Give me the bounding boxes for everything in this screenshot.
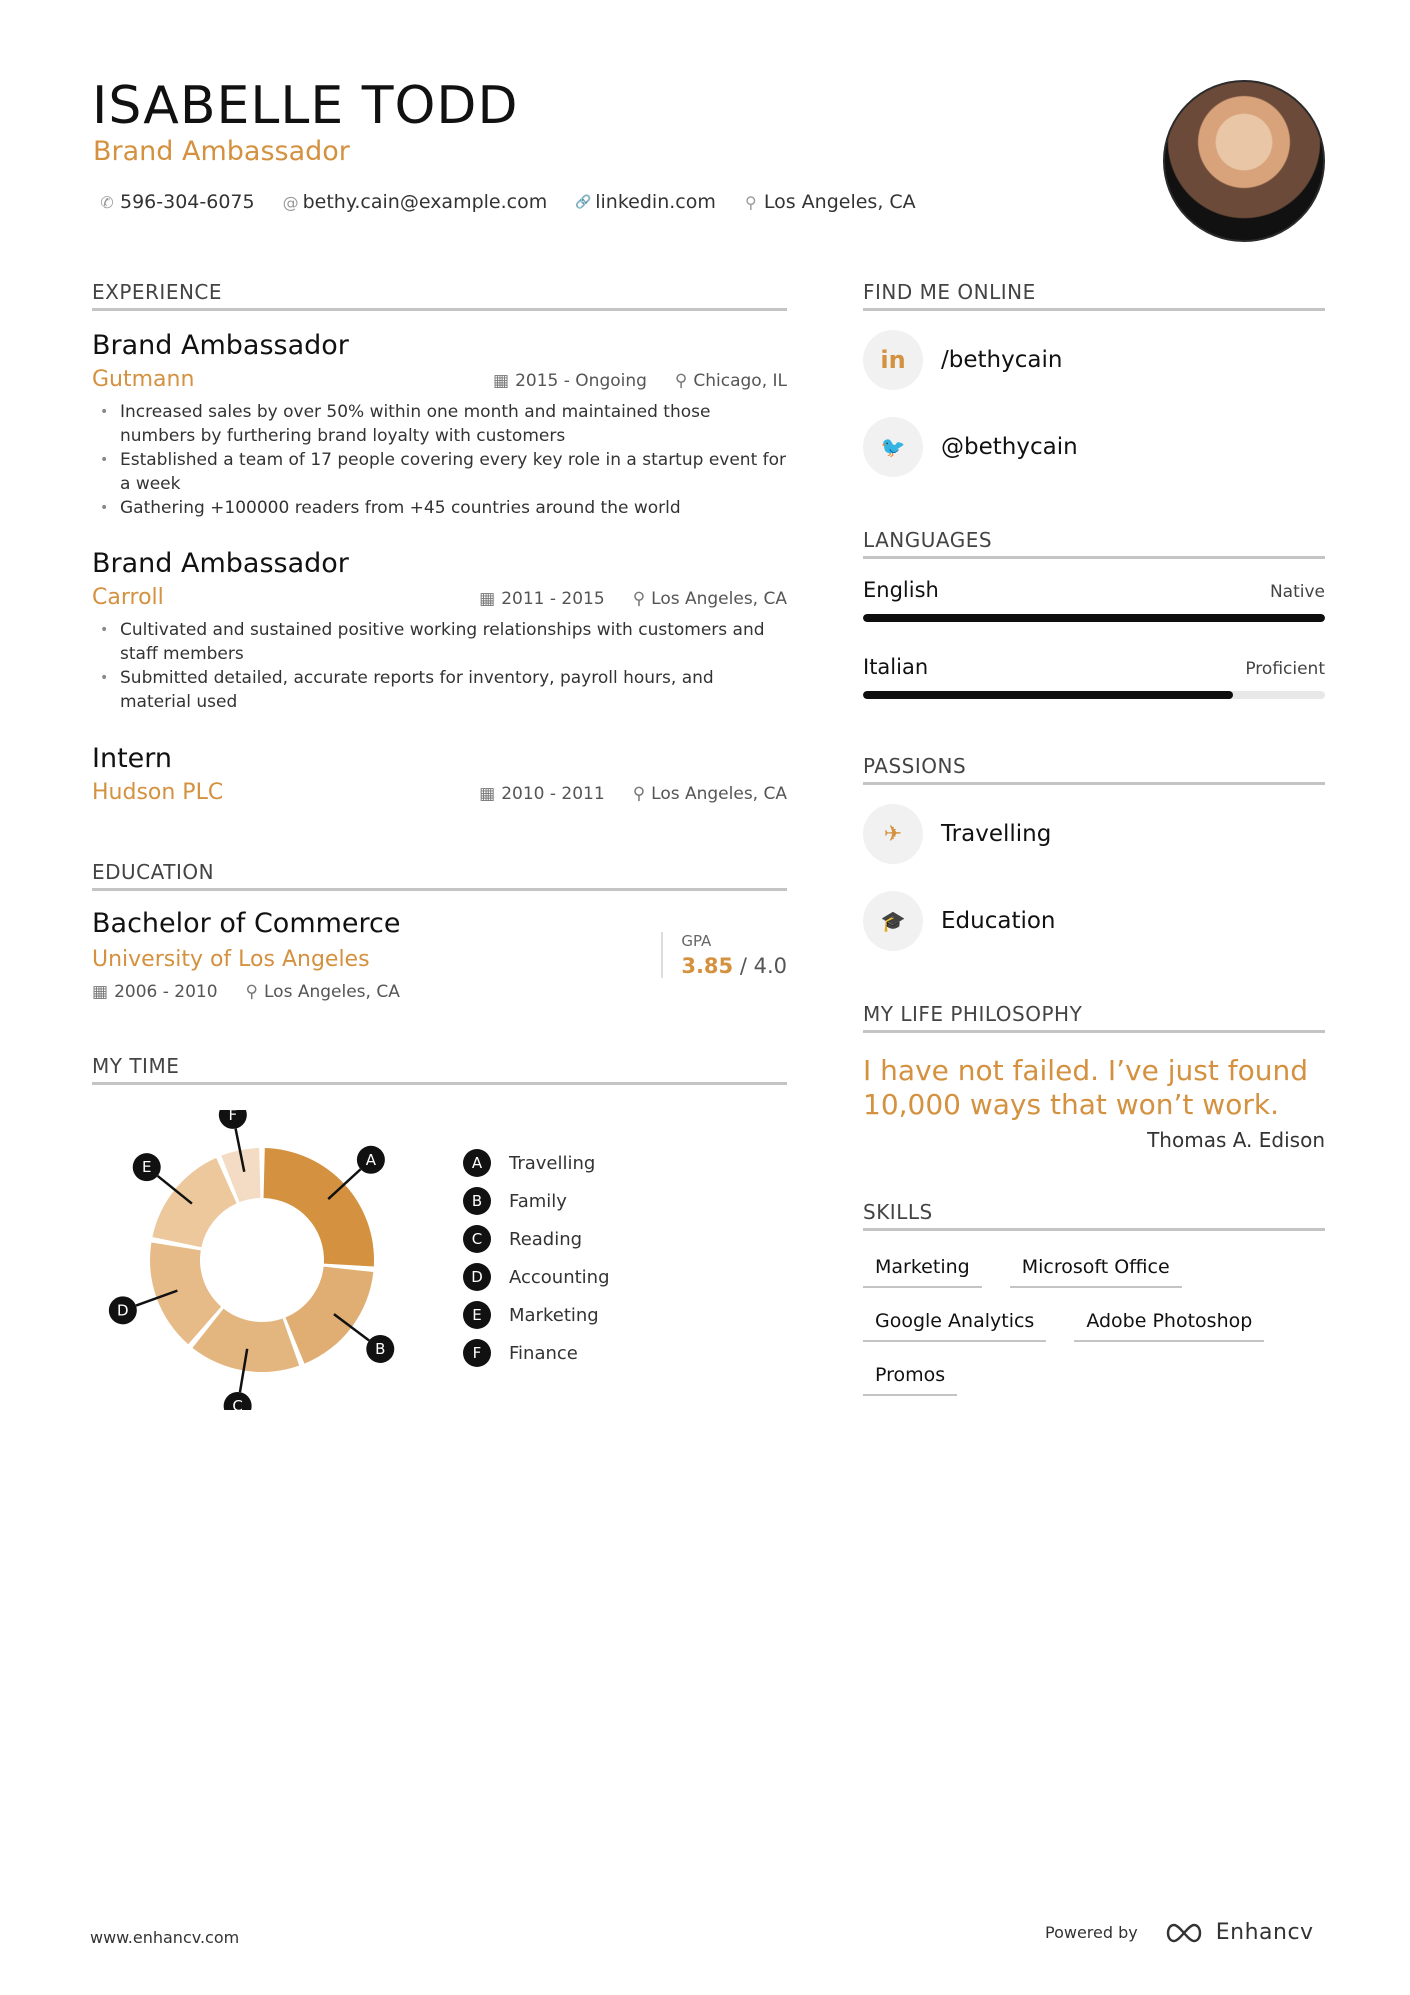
language-bar [863, 614, 1325, 622]
footer-website[interactable]: www.enhancv.com [90, 1928, 240, 1947]
profile-photo [1163, 80, 1325, 242]
education-dates: ▦ 2006 - 2010 [92, 982, 218, 1002]
powered-by-text: Powered by [1045, 1923, 1138, 1942]
linkedin-icon: in [863, 330, 923, 390]
donut-chart [92, 1110, 422, 1410]
donut-badge-label-e: E [141, 1158, 152, 1177]
skills-section-title: SKILLS [863, 1200, 1325, 1231]
skill-tag: Adobe Photoshop [1074, 1310, 1264, 1342]
job-bullet: • Established a team of 17 people covering every key role in a startup event for a week [92, 448, 787, 496]
legend-item [463, 1258, 610, 1296]
job-bullet: • Gathering +100000 readers from +45 countries around the world [92, 496, 787, 520]
my-time-legend [463, 1144, 610, 1372]
donut-badge-label-d: D [117, 1301, 129, 1320]
passions-section-title: PASSIONS [863, 754, 1325, 785]
legend-label: Finance [509, 1342, 578, 1364]
language-name: Italian [863, 655, 929, 679]
skills-list [863, 1256, 1325, 1396]
calendar-icon: ▦ [479, 589, 496, 609]
job-entry [92, 743, 787, 805]
location-icon: ⚲ [245, 982, 258, 1002]
legend-badge: C [463, 1225, 491, 1253]
legend-badge: D [463, 1263, 491, 1291]
gpa-block [661, 932, 787, 978]
email-text: bethy.cain@example.com [302, 191, 548, 213]
contact-bar [100, 191, 916, 213]
passion-text: Education [941, 908, 1056, 934]
language-name: English [863, 578, 939, 602]
linkedin-text: linkedin.com [595, 191, 716, 213]
job-bullet: • Cultivated and sustained positive working relationships with customers and staff members [92, 618, 787, 666]
legend-label: Family [509, 1190, 567, 1212]
language-level: Native [1269, 582, 1325, 602]
donut-badge-label-f: F [228, 1110, 238, 1124]
donut-badge-label-a: A [365, 1150, 377, 1169]
language-item [863, 578, 1325, 622]
legend-item [463, 1296, 610, 1334]
twitter-icon: 🐦 [863, 417, 923, 477]
skill-tag: Microsoft Office [1010, 1256, 1182, 1288]
location-icon: ⚲ [674, 371, 688, 391]
candidate-role: Brand Ambassador [93, 136, 350, 167]
legend-label: Travelling [509, 1152, 596, 1174]
gpa-label: GPA [681, 932, 712, 950]
my-time-section-title: MY TIME [92, 1054, 787, 1085]
legend-item [463, 1220, 610, 1258]
job-company: Carroll [92, 585, 164, 610]
legend-item [463, 1334, 610, 1372]
legend-item [463, 1182, 610, 1220]
job-company: Hudson PLC [92, 780, 224, 805]
job-bullets [92, 618, 787, 714]
location-text: Los Angeles, CA [763, 191, 916, 213]
legend-label: Marketing [509, 1304, 599, 1326]
philosophy-quote: I have not failed. I’ve just found 10,000 ways that won’t work. [863, 1054, 1308, 1121]
job-title: Intern [92, 743, 173, 774]
location-icon: ⚲ [632, 784, 646, 804]
philosophy-section-title: MY LIFE PHILOSOPHY [863, 1002, 1325, 1033]
online-item-linkedin[interactable] [863, 330, 1062, 390]
job-bullet: • Submitted detailed, accurate reports for inventory, payroll hours, and material used [92, 666, 787, 714]
graduation-cap-icon: 🎓 [863, 891, 923, 951]
passion-item [863, 891, 1056, 951]
location-icon: ⚲ [745, 192, 757, 212]
donut-segment-e [152, 1158, 236, 1247]
passion-item [863, 804, 1051, 864]
language-bar-fill [863, 691, 1233, 699]
legend-badge: E [463, 1301, 491, 1329]
job-dates: ▦ 2015 - Ongoing [493, 371, 647, 391]
contact-email[interactable] [283, 191, 548, 213]
education-location: ⚲ Los Angeles, CA [245, 982, 400, 1002]
candidate-name: ISABELLE TODD [92, 76, 519, 136]
education-school: University of Los Angeles [92, 947, 370, 972]
contact-linkedin[interactable] [575, 191, 716, 213]
job-bullets [92, 400, 787, 520]
education-section-title: EDUCATION [92, 860, 787, 891]
languages-section-title: LANGUAGES [863, 528, 1325, 559]
plane-icon: ✈ [863, 804, 923, 864]
education-entry [92, 908, 787, 1002]
legend-label: Reading [509, 1228, 583, 1250]
contact-phone[interactable] [100, 191, 255, 213]
donut-segment-a [264, 1148, 374, 1266]
enhancv-logo[interactable] [1162, 1920, 1314, 1945]
infinity-icon [1162, 1921, 1206, 1945]
experience-section-title: EXPERIENCE [92, 280, 787, 311]
brand-name: Enhancv [1215, 1920, 1314, 1945]
job-title: Brand Ambassador [92, 548, 349, 579]
job-location: ⚲ Los Angeles, CA [632, 784, 787, 804]
legend-item [463, 1144, 610, 1182]
job-entry [92, 330, 787, 520]
legend-label: Accounting [509, 1266, 610, 1288]
passion-text: Travelling [941, 821, 1052, 847]
online-section-title: FIND ME ONLINE [863, 280, 1325, 311]
online-item-twitter[interactable] [863, 417, 1078, 477]
language-bar-fill [863, 614, 1325, 622]
legend-badge: F [463, 1339, 491, 1367]
donut-badge-label-c: C [232, 1396, 243, 1410]
language-level: Proficient [1245, 659, 1325, 679]
job-title: Brand Ambassador [92, 330, 349, 361]
legend-badge: B [463, 1187, 491, 1215]
calendar-icon: ▦ [493, 371, 510, 391]
language-bar [863, 691, 1325, 699]
donut-segment-b [286, 1267, 374, 1364]
legend-badge: A [463, 1149, 491, 1177]
calendar-icon: ▦ [92, 982, 109, 1002]
gpa-value: 3.85 / 4.0 [681, 954, 787, 978]
job-location: ⚲ Chicago, IL [674, 371, 787, 391]
online-text: @bethycain [941, 434, 1078, 460]
job-entry [92, 548, 787, 714]
skill-tag: Marketing [863, 1256, 982, 1288]
education-degree: Bachelor of Commerce [92, 908, 401, 939]
job-company: Gutmann [92, 367, 195, 392]
philosophy-author: Thomas A. Edison [1147, 1128, 1325, 1152]
phone-text: 596-304-6075 [120, 191, 255, 213]
calendar-icon: ▦ [479, 784, 496, 804]
my-time-donut [92, 1110, 422, 1410]
job-dates: ▦ 2010 - 2011 [479, 784, 605, 804]
job-dates: ▦ 2011 - 2015 [479, 589, 605, 609]
at-icon: @ [282, 192, 299, 212]
location-icon: ⚲ [632, 589, 646, 609]
job-location: ⚲ Los Angeles, CA [632, 589, 787, 609]
contact-location [744, 191, 916, 213]
phone-icon: ✆ [100, 192, 114, 212]
online-text: /bethycain [941, 347, 1063, 373]
skill-tag: Google Analytics [863, 1310, 1046, 1342]
language-item [863, 655, 1325, 699]
job-bullet: • Increased sales by over 50% within one month and maintained those numbers by furthering brand loyalty with customers [92, 400, 787, 448]
footer-brand [1045, 1920, 1314, 1945]
link-icon: 🔗 [575, 194, 592, 210]
donut-badge-label-b: B [375, 1339, 386, 1358]
skill-tag: Promos [863, 1364, 957, 1396]
